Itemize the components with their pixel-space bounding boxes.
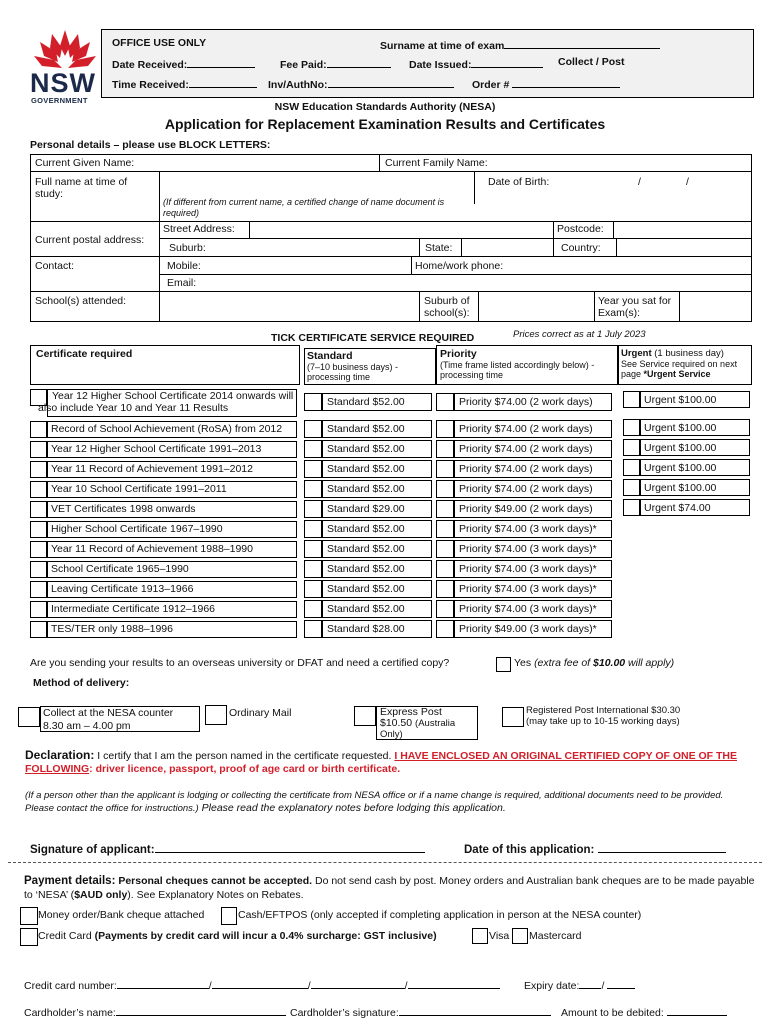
postal-address-label: Current postal address: — [35, 234, 145, 246]
priority-price: Priority $74.00 (2 work days) — [454, 480, 612, 498]
personal-details-grid — [30, 154, 752, 322]
standard-checkbox[interactable] — [304, 540, 322, 558]
dob-input[interactable] — [560, 172, 750, 202]
certificate-row — [30, 459, 752, 479]
year-sat-label: Year you sat for Exam(s): — [598, 295, 672, 319]
certificate-table — [30, 345, 752, 640]
priority-checkbox[interactable] — [436, 500, 454, 518]
authority-name: NSW Education Standards Authority (NESA) — [274, 101, 496, 113]
standard-checkbox[interactable] — [304, 420, 322, 438]
cardholder-signature-label: Cardholder’s signature: — [290, 1007, 399, 1019]
application-date-label: Date of this application: — [464, 844, 595, 856]
standard-price: Standard $52.00 — [322, 440, 432, 458]
payment-text-b: ). See Explanatory Notes on Rebates. — [127, 889, 304, 901]
certificate-checkbox[interactable] — [30, 521, 47, 538]
applicant-signature-field[interactable] — [30, 841, 425, 856]
certificate-name: Year 11 Record of Achievement 1991–2012 — [51, 463, 253, 475]
inv-auth-field[interactable] — [268, 76, 454, 91]
expiry-field[interactable] — [524, 977, 635, 992]
standard-price: Standard $52.00 — [322, 600, 432, 618]
logo-subtext: GOVERNMENT — [31, 96, 88, 105]
certificate-name: Record of School Achievement (RoSA) from 2012 — [51, 423, 283, 435]
order-label: Order # — [472, 79, 510, 91]
certificate-row — [30, 479, 752, 499]
standard-price: Standard $52.00 — [322, 560, 432, 578]
certificate-row — [30, 439, 752, 459]
certificate-row — [30, 389, 752, 419]
certificate-row — [30, 419, 752, 439]
priority-checkbox[interactable] — [436, 480, 454, 498]
surname-field[interactable] — [380, 37, 660, 52]
declaration-text: I certify that I am the person named in the certificate requested. — [94, 750, 395, 762]
date-received-label: Date Received: — [112, 59, 188, 71]
cc-slash-1: / — [208, 980, 212, 992]
certificate-name: Year 12 Higher School Certificate 1991–2013 — [51, 443, 262, 455]
application-date-field[interactable] — [464, 841, 726, 856]
payment-label: Payment details: — [24, 875, 116, 887]
payment-bold-b: $AUD only — [74, 889, 128, 901]
declaration-red-list: : driver licence, passport, proof of age card or birth certificate. — [89, 763, 401, 775]
priority-checkbox[interactable] — [436, 560, 454, 578]
inv-auth-label: Inv/AuthNo: — [268, 79, 328, 91]
priority-checkbox[interactable] — [436, 620, 454, 638]
state-label: State: — [425, 242, 453, 254]
amount-label: Amount to be debited: — [561, 1007, 664, 1019]
declaration-note-text: (If a person other than the applicant is lodging or collecting the certificate from NESA office or if a name change is required, additional documents need to be provided. Please contact the office for instructions.) — [25, 790, 724, 814]
certificate-row — [30, 499, 752, 519]
contact-label: Contact: — [35, 260, 75, 272]
full-name-input[interactable] — [160, 172, 473, 220]
dob-separator-2: / — [686, 176, 689, 188]
overseas-yes-note-b: will apply) — [625, 657, 675, 669]
priority-price: Priority $74.00 (2 work days) — [454, 393, 612, 411]
certificate-row — [30, 539, 752, 559]
collect-post-label: Collect / Post — [558, 56, 625, 68]
urgent-checkbox[interactable] — [623, 391, 640, 408]
standard-checkbox[interactable] — [304, 560, 322, 578]
fee-paid-label: Fee Paid: — [280, 59, 327, 71]
nsw-logo — [28, 28, 100, 106]
standard-checkbox[interactable] — [304, 620, 322, 638]
urgent-price: Urgent $100.00 — [640, 391, 750, 408]
expiry-label: Expiry date: — [524, 980, 580, 992]
priority-checkbox[interactable] — [436, 393, 454, 411]
standard-price: Standard $52.00 — [322, 540, 432, 558]
priority-price: Priority $74.00 (2 work days) — [454, 440, 612, 458]
overseas-yes-label: Yes — [514, 657, 532, 669]
certificate-name: Leaving Certificate 1913–1966 — [51, 583, 194, 595]
money-order-label: Money order/Bank cheque attached — [38, 909, 205, 921]
suburb-school-label: Suburb of school(s): — [424, 295, 470, 319]
family-name-label: Current Family Name: — [385, 157, 488, 169]
priority-price: Priority $49.00 (3 work days)* — [454, 620, 612, 638]
certificate-checkbox[interactable] — [30, 481, 47, 498]
delivery-express-note: (Australia Only) — [380, 718, 456, 740]
col-cert-header: Certificate required — [36, 348, 133, 360]
urgent-checkbox[interactable] — [623, 419, 640, 436]
overseas-yes-fee: $10.00 — [593, 657, 626, 669]
cardholder-signature-field[interactable] — [290, 1004, 551, 1019]
delivery-heading: Method of delivery: — [33, 677, 130, 689]
declaration-red-underlined: I HAVE ENCLOSED AN ORIGINAL CERTIFIED COPY OF ONE OF THE FOLLOWING — [25, 750, 737, 775]
priority-checkbox[interactable] — [436, 540, 454, 558]
country-label: Country: — [561, 242, 601, 254]
urgent-price: Urgent $100.00 — [640, 419, 750, 436]
payment-bold-a: Personal cheques cannot be accepted. — [115, 875, 313, 887]
delivery-express-price: $10.50 — [380, 717, 413, 729]
standard-price: Standard $52.00 — [322, 420, 432, 438]
cash-eftpos-checkbox[interactable] — [221, 907, 237, 925]
cash-eftpos-label: Cash/EFTPOS (only accepted if completing application in person at the NESA counter) — [238, 909, 642, 921]
certificate-checkbox[interactable] — [30, 541, 47, 558]
col-urgent-star: *Urgent Service — [643, 369, 711, 379]
personal-heading: Personal details – please use BLOCK LETTERS: — [30, 139, 271, 151]
priority-checkbox[interactable] — [436, 440, 454, 458]
standard-price: Standard $52.00 — [322, 480, 432, 498]
cc-slash-2: / — [307, 980, 311, 992]
delivery-express-label: Express Post — [380, 706, 442, 718]
certificate-name: Higher School Certificate 1967–1990 — [51, 523, 223, 535]
declaration-note-tail: Please read the explanatory notes before lodging this application. — [198, 802, 506, 814]
certificate-row — [30, 599, 752, 619]
standard-price: Standard $52.00 — [322, 520, 432, 538]
declaration — [25, 749, 751, 776]
priority-checkbox[interactable] — [436, 420, 454, 438]
dob-label: Date of Birth: — [488, 176, 550, 188]
postcode-label: Postcode: — [557, 223, 604, 235]
standard-checkbox[interactable] — [304, 580, 322, 598]
col-standard-sub: (7–10 business days) - processing time — [307, 362, 399, 382]
visa-label: Visa — [489, 930, 510, 942]
col-priority-sub: (Time frame listed accordingly below) - processing time — [440, 360, 595, 380]
schools-label: School(s) attended: — [35, 295, 127, 307]
certificate-name: Intermediate Certificate 1912–1966 — [51, 603, 216, 615]
given-name-input[interactable] — [152, 155, 378, 170]
certificate-name: Year 11 Record of Achievement 1988–1990 — [51, 543, 253, 555]
certificate-checkbox[interactable] — [30, 421, 47, 438]
email-label: Email: — [167, 277, 197, 289]
surname-label: Surname at time of exam — [380, 40, 505, 52]
certificate-name: TES/TER only 1988–1996 — [51, 623, 173, 635]
overseas-yes-note-a: (extra fee of — [534, 657, 594, 669]
fee-paid-field[interactable] — [280, 56, 391, 71]
delivery-ordinary-checkbox[interactable] — [205, 705, 227, 725]
waratah-icon — [32, 28, 98, 72]
standard-checkbox[interactable] — [304, 440, 322, 458]
office-use-box — [101, 29, 754, 98]
delivery-ordinary-label: Ordinary Mail — [229, 707, 292, 719]
certificate-checkbox[interactable] — [30, 501, 47, 518]
mastercard-label: Mastercard — [529, 930, 582, 942]
certificate-name: Year 10 School Certificate 1991–2011 — [51, 483, 227, 495]
priority-price: Priority $49.00 (2 work days) — [454, 500, 612, 518]
suburb-label: Suburb: — [169, 242, 206, 254]
cardholder-name-field[interactable] — [24, 1004, 286, 1019]
standard-price: Standard $28.00 — [322, 620, 432, 638]
certificate-name: VET Certificates 1998 onwards — [51, 503, 196, 515]
dob-separator-1: / — [638, 176, 641, 188]
certificate-row — [30, 519, 752, 539]
col-urgent-sub2: See Service required on next page — [621, 359, 738, 379]
col-standard-header: Standard — [307, 350, 353, 362]
priority-checkbox[interactable] — [436, 580, 454, 598]
certificate-checkbox[interactable] — [30, 581, 47, 598]
urgent-price: Urgent $100.00 — [640, 459, 750, 476]
family-name-input[interactable] — [508, 155, 750, 170]
standard-checkbox[interactable] — [304, 393, 322, 411]
given-name-label: Current Given Name: — [35, 157, 135, 169]
priority-price: Priority $74.00 (3 work days)* — [454, 520, 612, 538]
col-urgent-header: Urgent — [621, 348, 652, 359]
home-phone-label: Home/work phone: — [415, 260, 504, 272]
name-change-note: (If different from current name, a certified change of name document is required) — [163, 197, 445, 218]
service-heading: TICK CERTIFICATE SERVICE REQUIRED — [271, 332, 475, 344]
standard-checkbox[interactable] — [304, 460, 322, 478]
certificate-checkbox[interactable] — [30, 621, 47, 638]
certificate-name: School Certificate 1965–1990 — [51, 563, 189, 575]
priority-price: Priority $74.00 (2 work days) — [454, 420, 612, 438]
delivery-registered-checkbox[interactable] — [502, 707, 524, 727]
time-received-field[interactable] — [112, 76, 257, 91]
certificate-checkbox[interactable] — [30, 561, 47, 578]
payment-text-a: Do not send cash by post. Money orders and Australian bank cheques are to be made payable to ‘NESA’ ( — [24, 875, 755, 901]
declaration-note — [25, 789, 751, 815]
overseas-question: Are you sending your results to an overseas university or DFAT and need a certified copy? — [30, 657, 450, 669]
dashed-divider — [8, 862, 762, 863]
visa-checkbox[interactable] — [472, 928, 488, 944]
col-urgent-sub: (1 business day) — [654, 348, 724, 359]
certificate-row — [30, 559, 752, 579]
full-name-label: Full name at time of study: — [35, 176, 128, 200]
certificate-checkbox[interactable] — [30, 461, 47, 478]
standard-checkbox[interactable] — [304, 520, 322, 538]
standard-price: Standard $52.00 — [322, 393, 432, 411]
delivery-registered-label: Registered Post International $30.30 — [526, 705, 681, 716]
credit-card-surcharge: (Payments by credit card will incur a 0.4% surcharge: GST inclusive) — [94, 930, 437, 942]
order-field[interactable] — [472, 76, 620, 91]
page-title: Application for Replacement Examination Results and Certificates — [164, 116, 606, 132]
office-title: OFFICE USE ONLY — [112, 37, 207, 49]
priority-checkbox[interactable] — [436, 600, 454, 618]
standard-checkbox[interactable] — [304, 500, 322, 518]
payment-details — [24, 874, 760, 902]
standard-checkbox[interactable] — [304, 600, 322, 618]
urgent-price: Urgent $100.00 — [640, 479, 750, 496]
mastercard-checkbox[interactable] — [512, 928, 528, 944]
cc-slash-3: / — [404, 980, 408, 992]
time-received-label: Time Received: — [112, 79, 189, 91]
money-order-checkbox[interactable] — [20, 907, 38, 925]
priority-checkbox[interactable] — [436, 520, 454, 538]
declaration-label: Declaration: — [25, 748, 95, 762]
urgent-checkbox[interactable] — [623, 479, 640, 496]
amount-field[interactable] — [561, 1004, 727, 1019]
urgent-price: Urgent $100.00 — [640, 439, 750, 456]
certificate-checkbox[interactable] — [30, 441, 47, 458]
overseas-yes-checkbox[interactable] — [496, 657, 511, 672]
street-address-label: Street Address: — [163, 223, 235, 235]
date-issued-field[interactable] — [409, 56, 543, 71]
delivery-collect-checkbox[interactable] — [18, 707, 40, 727]
cc-number-field[interactable] — [24, 977, 500, 992]
priority-price: Priority $74.00 (3 work days)* — [454, 560, 612, 578]
priority-price: Priority $74.00 (3 work days)* — [454, 580, 612, 598]
priority-price: Priority $74.00 (2 work days) — [454, 460, 612, 478]
delivery-express-checkbox[interactable] — [354, 706, 376, 726]
prices-note: Prices correct as at 1 July 2023 — [513, 329, 646, 340]
certificate-checkbox[interactable] — [30, 601, 47, 618]
certificate-row — [30, 619, 752, 639]
date-issued-label: Date Issued: — [409, 59, 472, 71]
delivery-registered-note: (may take up to 10-15 working days) — [526, 716, 680, 727]
standard-price: Standard $29.00 — [322, 500, 432, 518]
date-received-field[interactable] — [112, 56, 255, 71]
credit-card-checkbox[interactable] — [20, 928, 38, 946]
standard-price: Standard $52.00 — [322, 580, 432, 598]
priority-checkbox[interactable] — [436, 460, 454, 478]
standard-price: Standard $52.00 — [322, 460, 432, 478]
certificate-row — [30, 579, 752, 599]
urgent-price: Urgent $74.00 — [640, 499, 750, 516]
expiry-slash: / — [601, 980, 605, 992]
priority-price: Priority $74.00 (3 work days)* — [454, 600, 612, 618]
urgent-checkbox[interactable] — [623, 459, 640, 476]
delivery-collect-label: Collect at the NESA counter 8.30 am – 4.00 pm — [43, 707, 174, 732]
overseas-question-row — [30, 657, 449, 669]
cc-number-label: Credit card number: — [24, 980, 117, 992]
col-priority-header: Priority — [440, 348, 477, 360]
logo-text: NSW — [30, 68, 96, 98]
applicant-signature-label: Signature of applicant: — [30, 844, 155, 856]
mobile-label: Mobile: — [167, 260, 201, 272]
urgent-checkbox[interactable] — [623, 499, 640, 516]
certificate-name: Year 12 Higher School Certificate 2014 onwards will also include Year 10 and Year 11 Results — [38, 390, 294, 414]
priority-price: Priority $74.00 (3 work days)* — [454, 540, 612, 558]
credit-card-label: Credit Card — [38, 930, 95, 942]
cardholder-name-label: Cardholder’s name: — [24, 1007, 116, 1019]
urgent-checkbox[interactable] — [623, 439, 640, 456]
standard-checkbox[interactable] — [304, 480, 322, 498]
